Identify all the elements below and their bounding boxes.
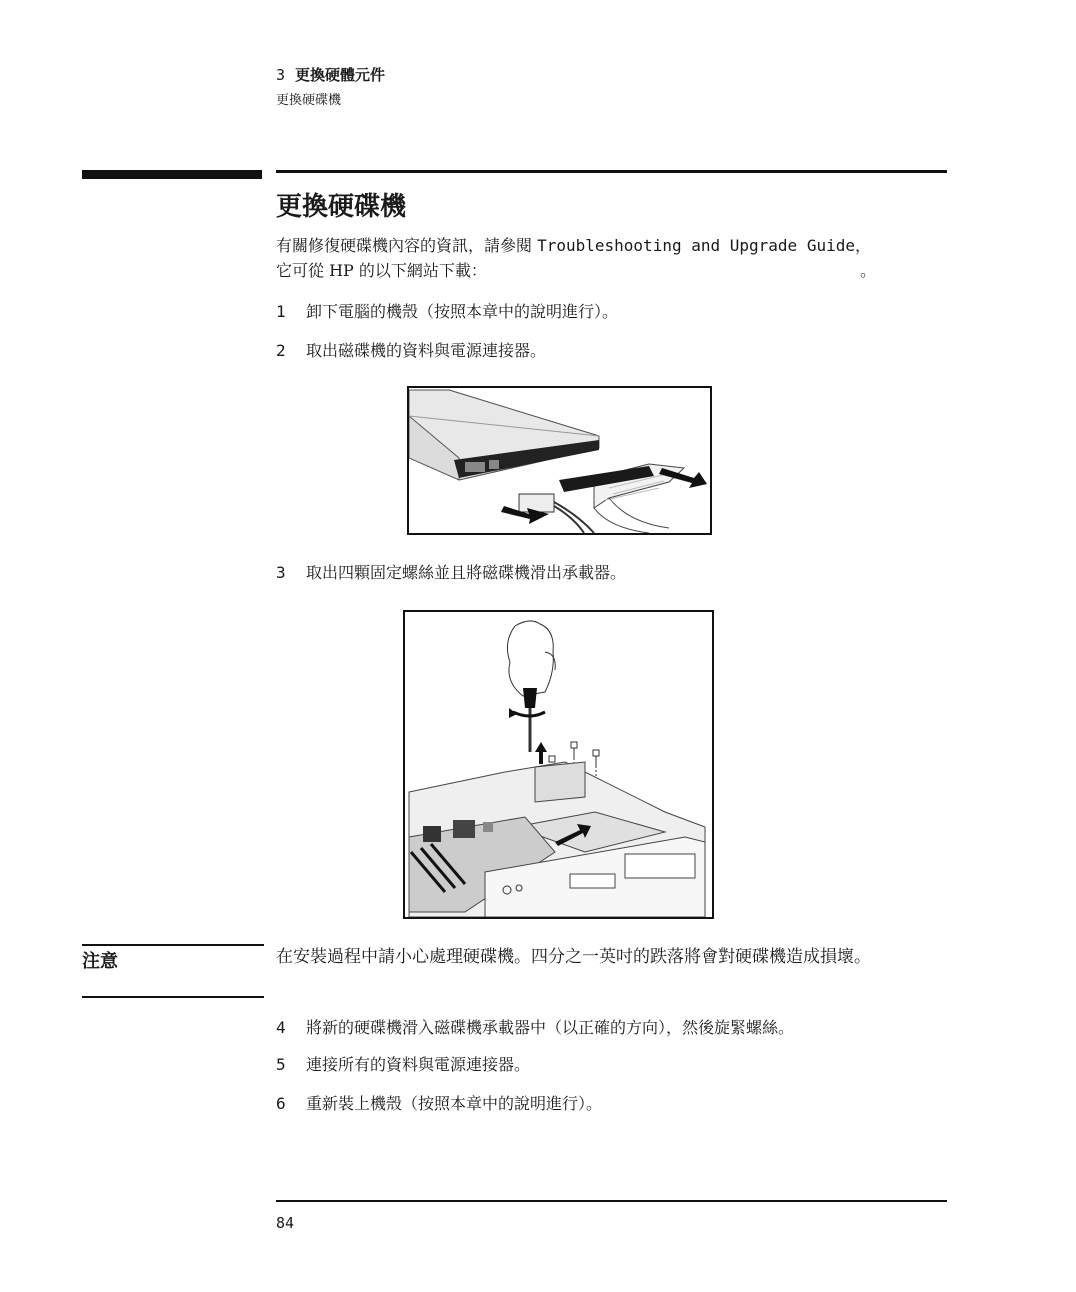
step-text: 取出四顆固定螺絲並且將磁碟機滑出承載器。 xyxy=(306,563,627,582)
figure-disconnect-cables xyxy=(407,386,712,535)
intro-line2: 它可從 HP 的以下網站下載： xyxy=(276,261,487,280)
page-title: 更換硬碟機 xyxy=(276,192,407,222)
step-text: 將新的硬碟機滑入磁碟機承載器中（以正確的方向），然後旋緊螺絲。 xyxy=(306,1018,795,1037)
intro-line2-end: 。 xyxy=(860,261,877,280)
note-label: 注意 xyxy=(82,951,118,972)
footer-rule xyxy=(276,1200,947,1202)
step-2 xyxy=(276,338,546,361)
running-header-chapter xyxy=(276,64,385,85)
step-text: 取出磁碟機的資料與電源連接器。 xyxy=(306,341,547,360)
figure-remove-screws xyxy=(403,610,714,919)
step-number: 2 xyxy=(276,341,286,360)
step-text: 重新裝上機殼（按照本章中的說明進行）。 xyxy=(306,1094,603,1113)
step-number: 5 xyxy=(276,1055,286,1074)
step-3 xyxy=(276,560,626,583)
note-text: 在安裝過程中請小心處理硬碟機。四分之一英吋的跌落將會對硬碟機造成損壞。 xyxy=(276,947,871,967)
step-number: 4 xyxy=(276,1018,286,1037)
step-text: 連接所有的資料與電源連接器。 xyxy=(306,1055,531,1074)
title-rule-right xyxy=(276,170,947,173)
chapter-number: 3 xyxy=(276,66,286,84)
step-4 xyxy=(276,1015,794,1038)
intro-line1-suffix: ， xyxy=(854,236,871,255)
intro-paragraph xyxy=(276,233,956,283)
step-5 xyxy=(276,1052,530,1075)
page-number: 84 xyxy=(276,1214,295,1232)
guide-name: Troubleshooting and Upgrade Guide xyxy=(537,236,855,255)
step-text: 卸下電腦的機殼（按照本章中的說明進行）。 xyxy=(306,302,619,321)
step-6 xyxy=(276,1091,602,1114)
step-number: 1 xyxy=(276,302,286,321)
running-header-section: 更換硬碟機 xyxy=(276,93,342,108)
chapter-title: 更換硬體元件 xyxy=(295,66,386,84)
step-number: 6 xyxy=(276,1094,286,1113)
note-rule-top xyxy=(82,944,264,946)
note-rule-bottom xyxy=(82,996,264,998)
step-1 xyxy=(276,299,618,322)
title-rule-left xyxy=(82,170,262,179)
intro-line1-prefix: 有關修復硬碟機內容的資訊，請參閱 xyxy=(276,236,538,255)
step-number: 3 xyxy=(276,563,286,582)
